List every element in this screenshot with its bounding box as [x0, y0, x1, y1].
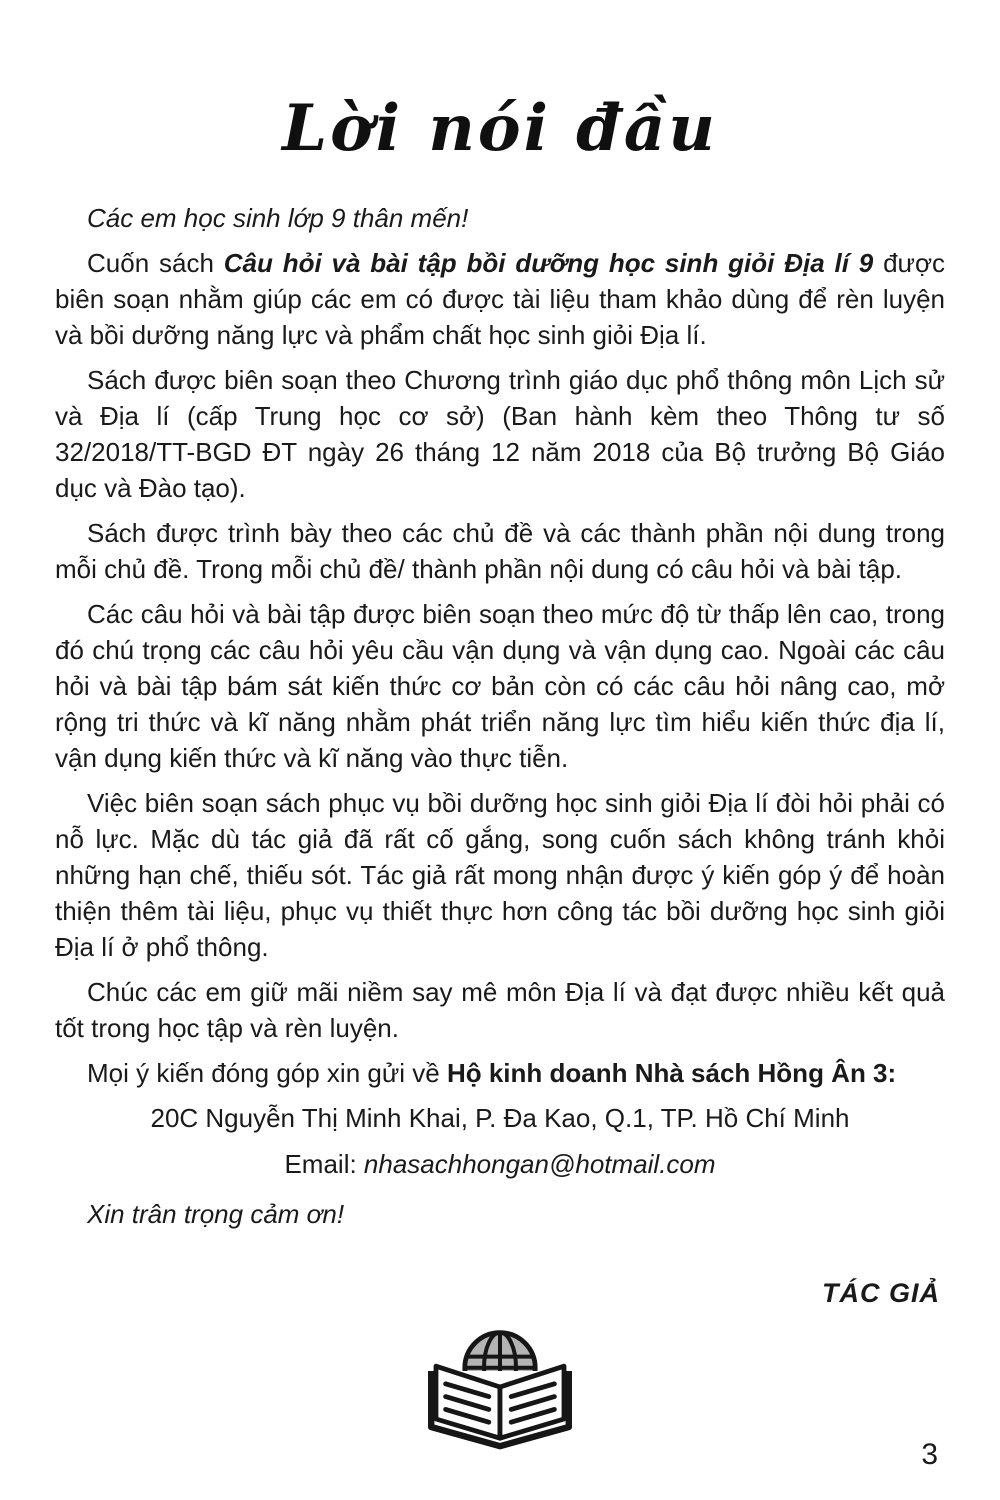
body-paragraph-1: [55, 245, 945, 353]
book-globe-logo-icon: [412, 1438, 588, 1455]
author-signature: TÁC GIẢ: [822, 1277, 940, 1308]
email-line: [55, 1146, 945, 1182]
page-number: 3: [921, 1438, 938, 1471]
body-paragraph-6: Chúc các em giữ mãi niềm say mê môn Địa lí và đạt được nhiều kết quả tốt trong học tập và rèn luyện.: [55, 976, 945, 1043]
book-title-emphasis: Câu hỏi và bài tập bồi dưỡng học sinh giỏi Địa lí 9: [223, 247, 874, 278]
preface-body: [55, 200, 945, 1091]
contact-intro-text: Mọi ý kiến đóng góp xin gửi về: [87, 1057, 447, 1088]
body-paragraph-4: Các câu hỏi và bài tập được biên soạn theo mức độ từ thấp lên cao, trong đó chú trọng các câu hỏi yêu cầu vận dụng và vận dụng cao. Ngoài các câu hỏi và bài tập bám sát kiến thức cơ bản còn có các câu hỏi nâng cao, mở rộng tri thức và kĩ năng nhằm phát triển năng lực tìm hiểu kiến thức địa lí, vận dụng kiến thức và kĩ năng vào thực tiễn.: [55, 598, 945, 773]
bookstore-name: Hộ kinh doanh Nhà sách Hồng Ân 3:: [446, 1057, 897, 1088]
page-title: Lời nói đầu: [282, 91, 718, 166]
email-address: nhasachhongan@hotmail.com: [363, 1148, 716, 1179]
paragraph-text: được biên soạn nhằm giúp các em có được tài liệu tham khảo dùng để rèn luyện và bồi dưỡng năng lực và phẩm chất học sinh giỏi Địa lí.: [55, 247, 945, 350]
address-line: 20C Nguyễn Thị Minh Khai, P. Đa Kao, Q.1, TP. Hồ Chí Minh: [150, 1102, 850, 1133]
body-paragraph-2: Sách được biên soạn theo Chương trình giáo dục phổ thông môn Lịch sử và Địa lí (cấp Trung học cơ sở) (Ban hành kèm theo Thông tư số 32/2018/TT-BGD ĐT ngày 26 tháng 12 năm 2018 của Bộ trưởng Bộ Giáo dục và Đào tạo).: [55, 364, 945, 503]
closing-line: Xin trân trọng cảm ơn!: [87, 1198, 345, 1229]
salutation-line: Các em học sinh lớp 9 thân mến!: [87, 202, 469, 233]
body-paragraph-5: Việc biên soạn sách phục vụ bồi dưỡng học sinh giỏi Địa lí đòi hỏi phải có nỗ lực. Mặc dù tác giả đã rất cố gắng, song cuốn sách không tránh khỏi những hạn chế, thiếu sót. Tác giả rất mong nhận được ý kiến góp ý để hoàn thiện thêm tài liệu, phục vụ thiết thực hơn công tác bồi dưỡng học sinh giỏi Địa lí ở phổ thông.: [55, 787, 945, 962]
email-label: Email:: [284, 1148, 364, 1179]
paragraph-text: Cuốn sách: [87, 247, 224, 278]
body-paragraph-3: Sách được trình bày theo các chủ đề và các thành phần nội dung trong mỗi chủ đề. Trong mỗi chủ đề/ thành phần nội dung có câu hỏi và bài tập.: [55, 517, 945, 584]
publisher-logo-area: [55, 1323, 945, 1456]
contact-intro-line: [55, 1055, 945, 1091]
